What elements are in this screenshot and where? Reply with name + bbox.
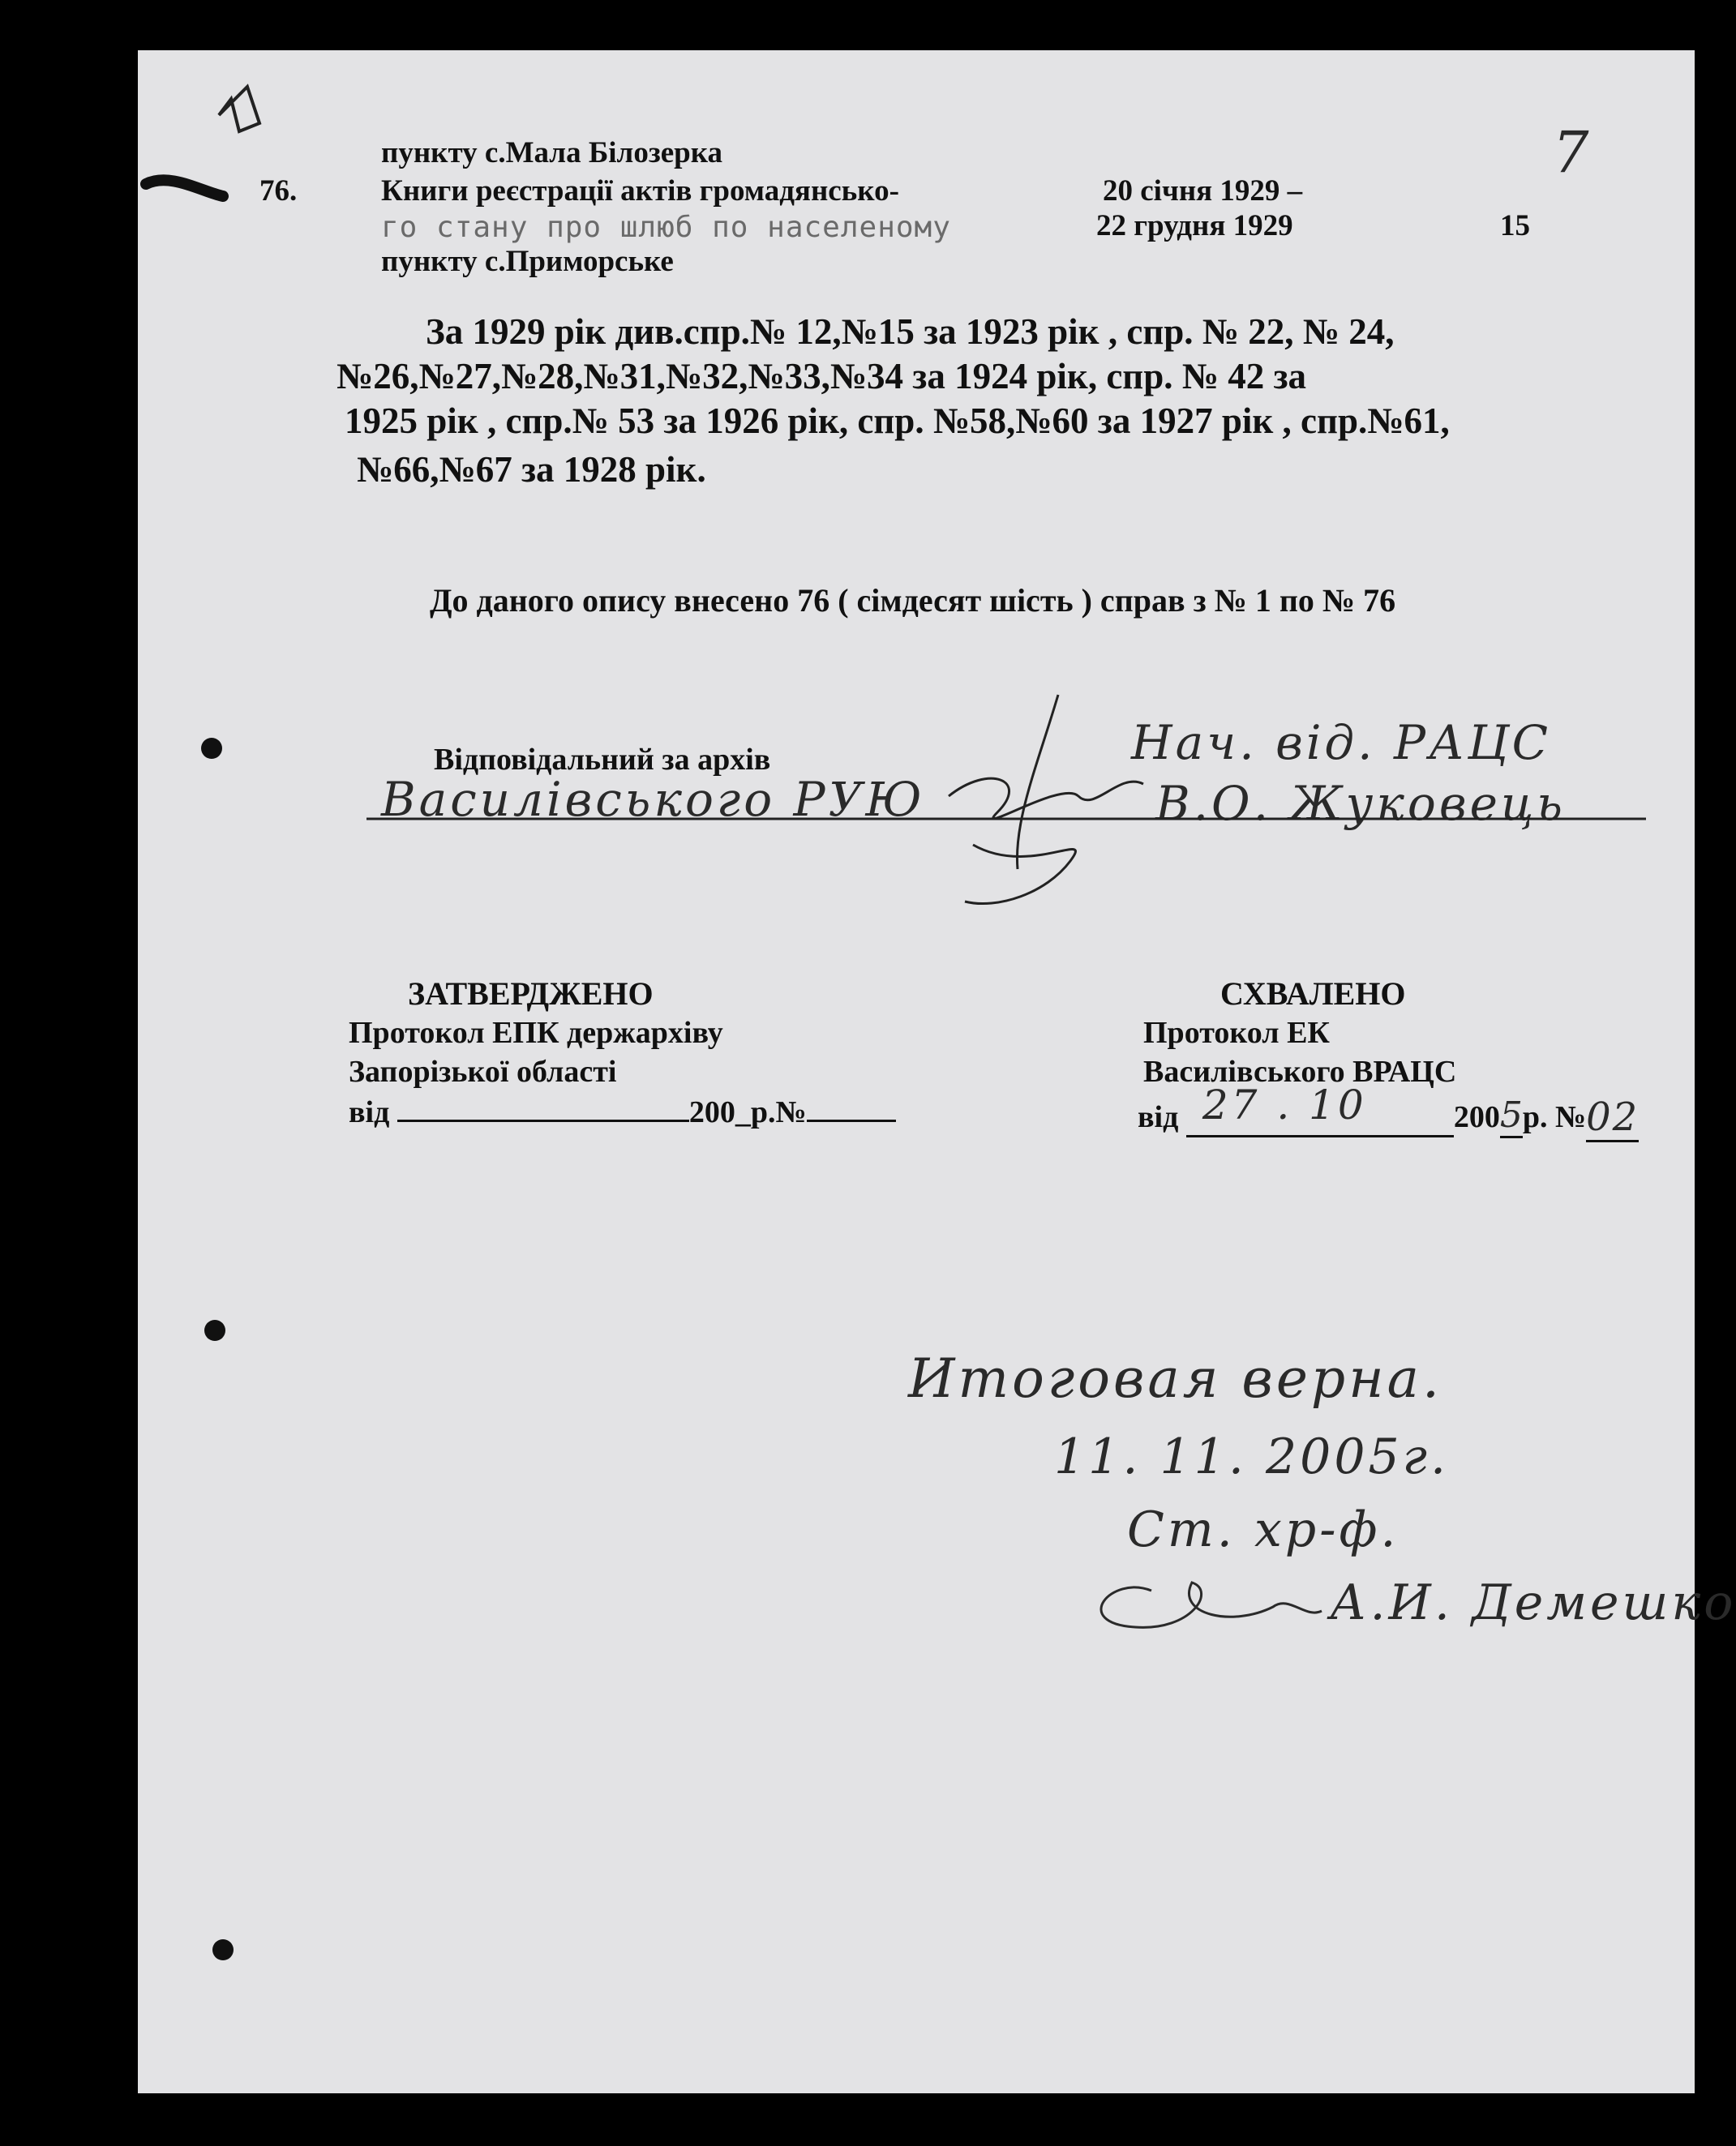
endorsed-heading: СХВАЛЕНО <box>1220 975 1406 1012</box>
approved-number-blank <box>807 1120 896 1122</box>
verification-date: 11. 11. 2005г. <box>1054 1429 1450 1485</box>
endorsed-year-handwritten: 5 <box>1500 1094 1523 1138</box>
endorsed-year-label: 200 <box>1453 1100 1500 1134</box>
entry-sheet-count: 15 <box>1500 209 1530 242</box>
binding-hole-1 <box>201 738 222 759</box>
summary-line: До даного опису внесено 76 ( сімдесят шість ) справ з № 1 по № 76 <box>430 582 1396 619</box>
entry-number: 76. <box>259 174 298 208</box>
approved-heading: ЗАТВЕРДЖЕНО <box>408 975 654 1012</box>
endorsed-date-line <box>1138 1082 1640 1140</box>
responsible-position-handwritten: Нач. від. РАЦС <box>1131 715 1551 770</box>
approved-year-label: 200_р.№ <box>688 1095 807 1129</box>
endorsed-number-label: р. № <box>1522 1100 1587 1134</box>
note-line3: 1925 рік , спр.№ 53 за 1926 рік, спр. №58,№60 за 1927 рік , спр.№61, <box>345 401 1450 441</box>
document-page <box>138 50 1736 2093</box>
approved-protocol-line: Протокол ЕПК держархіву <box>349 1016 723 1050</box>
approved-from-label: від <box>349 1095 390 1129</box>
endorsed-date-handwritten: 27 . 10 <box>1202 1082 1367 1129</box>
approved-region-line: Запорізької області <box>349 1055 617 1089</box>
responsible-department-handwritten: Василівського РУЮ <box>381 772 925 827</box>
responsible-label: Відповідальний за архів <box>434 743 771 777</box>
endorsed-number-handwritten: 02 <box>1586 1094 1639 1142</box>
entry-title-line2: го стану про шлюб по населеному <box>381 211 951 244</box>
endorsed-from-label: від <box>1138 1100 1179 1134</box>
endorsed-protocol-line: Протокол ЕК <box>1143 1016 1330 1050</box>
verification-name: А.И. Демешко <box>1330 1574 1736 1631</box>
responsible-name-handwritten: В.О. Жуковець <box>1155 776 1566 831</box>
endorsed-office-line: Василівського ВРАЦС <box>1143 1055 1457 1089</box>
entry-title-line3: пункту с.Приморське <box>381 245 674 278</box>
note-line4: №66,№67 за 1928 рік. <box>357 449 706 490</box>
entry-title-line1: Книги реєстрації актів громадянсько- <box>381 174 899 208</box>
previous-entry-line: пункту с.Мала Білозерка <box>381 136 722 169</box>
approved-date-blank <box>397 1120 689 1122</box>
note-line1: За 1929 рік див.спр.№ 12,№15 за 1923 рік , спр. № 22, № 24, <box>426 311 1395 352</box>
approved-date-line <box>349 1094 896 1130</box>
entry-date-to: 22 грудня 1929 <box>1096 209 1293 242</box>
binding-hole-2 <box>204 1320 225 1341</box>
verification-line1: Итоговая верна. <box>908 1347 1442 1410</box>
note-line2: №26,№27,№28,№31,№32,№33,№34 за 1924 рік, спр. № 42 за <box>336 356 1307 396</box>
entry-date-from: 20 січня 1929 – <box>1103 174 1303 208</box>
page-number-mark: 7 <box>1553 119 1592 186</box>
binding-hole-3 <box>212 1939 234 1960</box>
endorsed-date-field <box>1186 1082 1454 1137</box>
verification-position: Ст. хр-ф. <box>1127 1501 1400 1558</box>
